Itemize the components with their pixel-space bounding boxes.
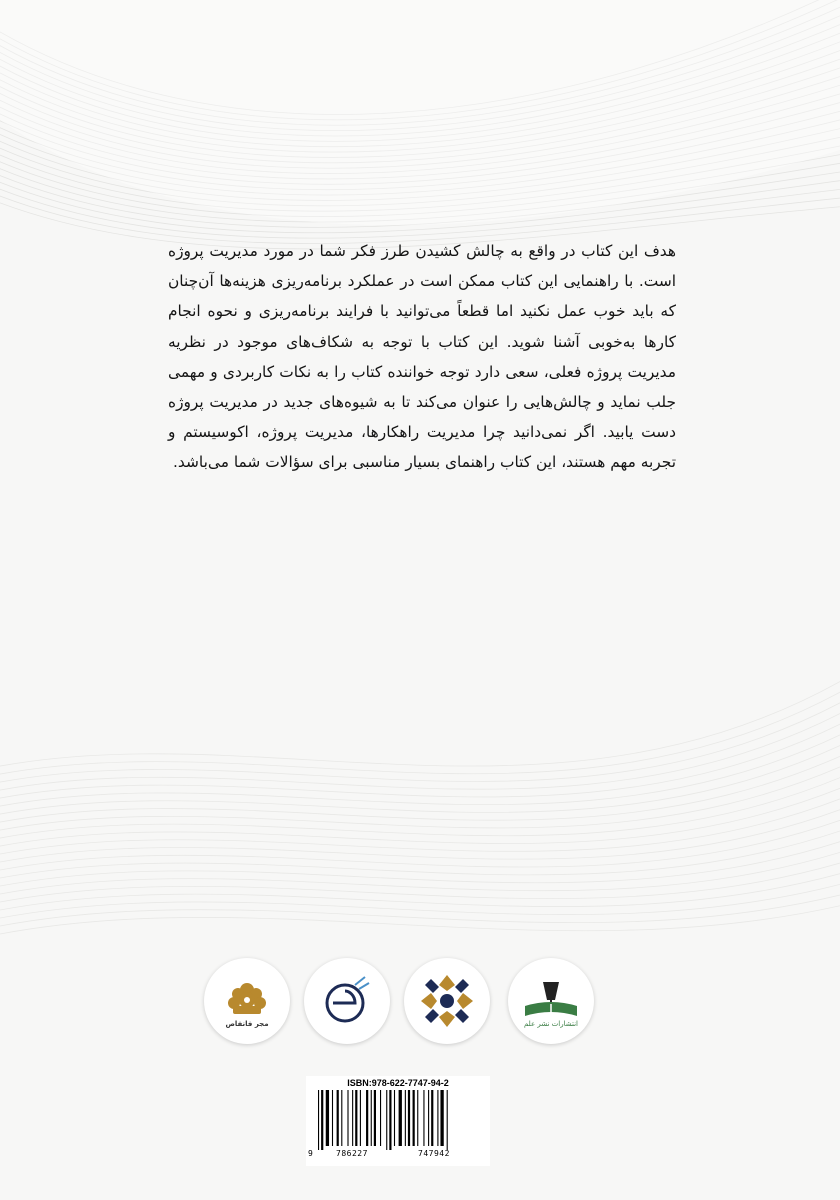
geometric-seal-icon — [417, 971, 477, 1031]
publisher-pen-book-icon — [519, 976, 583, 1026]
e-letter-icon — [319, 973, 375, 1029]
logo-publisher — [508, 958, 594, 1044]
logo-caption: انتشارات نشر علم — [524, 1020, 578, 1028]
barcode-icon — [312, 1090, 484, 1150]
isbn-barcode — [306, 1076, 490, 1166]
barcode-digits-right: 747942 — [418, 1149, 450, 1158]
back-cover-blurb: هدف این کتاب در واقع به چالش کشیدن طرز فکر شما در مورد مدیریت پروژه است. با راهنمایی این کتاب ممکن است در عملکرد برنامه‌ریزی هزینه‌ها آن‌چنان که باید خوب عمل نکنید اما قطعاً می‌توانید با فرایند برنامه‌ریزی و نحوه انجام کارها به‌خوبی آشنا شوید. این کتاب با توجه به شکاف‌های موجود در نظریه مدیریت پروژه فعلی، سعی دارد توجه خواننده کتاب را به نکات کاربردی و مهمی جلب نماید و چالش‌هایی را عنوان می‌کند تا به شیوه‌های جدید در مدیریت پروژه دست یابید. اگر نمی‌دانید چرا مدیریت راهکارها، مدیریت پروژه، اکوسیستم و تجربه مهم هستند، این کتاب راهنمای بسیار مناسبی برای سؤالات شما می‌باشد. — [168, 242, 676, 472]
barcode-digits-left: 786227 — [336, 1149, 368, 1158]
logo-e-letter — [304, 958, 390, 1044]
logo-geometric-seal — [404, 958, 490, 1044]
golden-flower-icon — [217, 976, 277, 1026]
isbn-label: ISBN:978-622-7747-94-2 — [347, 1078, 449, 1088]
logo-golden-flower — [204, 958, 290, 1044]
barcode-digit-lead: 9 — [308, 1149, 314, 1158]
logo-caption: مجر فانفاص — [225, 1020, 269, 1028]
